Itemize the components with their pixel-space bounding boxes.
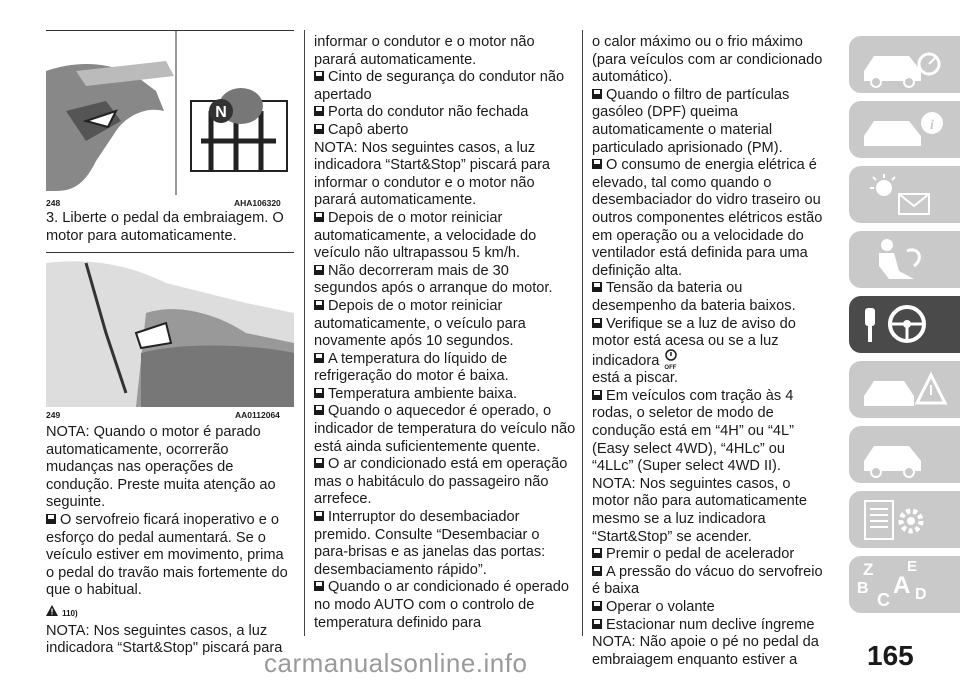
tab-dashboard[interactable] [849, 36, 960, 93]
figure-249-number: 249 [46, 410, 61, 420]
figure-248-code: AHA106320 [234, 198, 281, 208]
bullet-icon [314, 581, 324, 591]
bullet-icon [314, 353, 324, 363]
lights-message-icon [849, 166, 960, 223]
bullet-icon [592, 619, 602, 629]
bullet-icon [314, 511, 324, 521]
tab-lights-messages[interactable] [849, 166, 960, 223]
figure-249-code: AA0112064 [235, 410, 280, 420]
col3-note: NOTA: Nos seguintes casos, o motor não para automaticamente mesmo se a luz indicadora “Start&Stop” se acender. [592, 475, 807, 545]
bullet-icon [592, 548, 602, 558]
bullet-icon [314, 265, 324, 275]
bullet-item: Premir o pedal de acelerador [592, 546, 830, 564]
bullet-icon [592, 89, 602, 99]
bullet-item: O consumo de energia elétrica é elevado, tal como quando o desembaciador do vidro traseiro ou outros componentes elétricos estão em operação ou a velocidade do ventilador está definida para uma definição alta. [592, 157, 823, 279]
tab-car-info[interactable] [849, 101, 960, 158]
bullet-item: Cinto de segurança do condutor não apertado [314, 69, 565, 103]
chapter-tabs [849, 36, 960, 621]
car-warning-icon [849, 361, 960, 418]
column-1 [46, 424, 294, 658]
bullet-item: Temperatura ambiente baixa. [314, 386, 576, 404]
bullet-icon [314, 300, 324, 310]
bullet-item: Quando o aquecedor é operado, o indicador de temperatura do veículo não está ainda suficientemente quente. [314, 403, 576, 455]
car-service-icon [849, 426, 960, 483]
bullet-icon [592, 390, 602, 400]
bullet-item: O servofreio ficará inoperativo e o esforço do pedal aumentará. Se o veículo estiver em movimento, prima o pedal do travão mais fortemente do que o habitual. [46, 511, 288, 599]
warning-triangle-icon [46, 605, 58, 616]
bullet-icon [314, 458, 324, 468]
bullet-item: Capô aberto [314, 122, 576, 140]
col2-note: NOTA: Nos seguintes casos, a luz indicadora “Start&Stop” piscará para informar o condutor e o motor não parará automaticamente. [314, 139, 551, 209]
bullet-icon [592, 159, 602, 169]
bullet-item: O ar condicionado está em operação mas o habitáculo do passageiro não arrefece. [314, 456, 568, 508]
bullet-item: Porta do condutor não fechada [314, 104, 576, 122]
tab-index[interactable] [849, 556, 960, 613]
watermark: carmanualsonline.info [264, 648, 528, 678]
index-letter: E [907, 558, 918, 575]
bullet-item: Tensão da bateria ou desempenho da bateria baixos. [592, 280, 796, 314]
seat-airbag-icon [849, 231, 960, 288]
clutch-pedal-illustration [46, 253, 294, 407]
bullet-item: Depois de o motor reiniciar automaticamente, a velocidade do veículo não ultrapassou 5 km/h. [314, 209, 537, 262]
figure-248-number: 248 [46, 198, 61, 208]
col1-note-engine-stopped: NOTA: Quando o motor é parado automaticamente, ocorrerão mudanças nas operações de condução. Preste muita atenção ao seguinte. [46, 424, 276, 511]
bullet-icon [592, 282, 602, 292]
bullet-icon [46, 514, 56, 524]
bullet-icon [592, 601, 602, 611]
figure-249 [46, 252, 294, 407]
bullet-icon [314, 71, 324, 81]
bullet-item: Operar o volante [592, 599, 830, 617]
bullet-item: Em veículos com tração às 4 rodas, o seletor de modo de condução está em “4H” ou “4L” (Easy select 4WD), “4HLc” ou “4LLc” (Super select 4WD II). [592, 387, 794, 475]
bullet-item: Verifique se a luz de aviso do motor está acesa ou se a luz indicadora OFF está a piscar. [592, 315, 796, 387]
tab-emergency[interactable] [849, 361, 960, 418]
start-stop-off-indicator-icon: OFF [663, 351, 679, 367]
col3-note-clutch: NOTA: Não apoie o pé no pedal da embraiagem enquanto estiver a [592, 634, 819, 668]
car-info-icon [849, 101, 960, 158]
warning-reference: 110) [46, 604, 294, 623]
column-3 [592, 34, 830, 669]
column-2 [314, 34, 576, 632]
index-letter: B [857, 580, 869, 597]
bullet-item: Quando o filtro de partículas gasóleo (DPF) queima automaticamente o material particulado aprisionado (PM). [592, 86, 790, 156]
bullet-icon [314, 405, 324, 415]
col1-note-indicator-flash: NOTA: Nos seguintes casos, a luz indicadora “Start&Stop" piscará para [46, 622, 283, 657]
tech-data-icon [849, 491, 960, 548]
gear-neutral-label: N [215, 104, 227, 121]
tab-starting-driving[interactable] [849, 296, 960, 353]
column-divider-2 [582, 30, 583, 636]
bullet-item: Não decorreram mais de 30 segundos após o arranque do motor. [314, 262, 553, 297]
key-steering-icon [849, 296, 960, 353]
bullet-icon [592, 566, 602, 576]
tab-safety[interactable] [849, 231, 960, 288]
col1-text-release-clutch: 3. Liberte o pedal da embraiagem. O motor para automaticamente. [46, 210, 284, 244]
index-letter: D [915, 586, 927, 603]
tab-maintenance[interactable] [849, 426, 960, 483]
index-letter: Z [863, 560, 874, 579]
bullet-icon [314, 124, 324, 134]
bullet-icon [314, 106, 324, 116]
bullet-item: A temperatura do líquido de refrigeração do motor é baixa. [314, 350, 509, 385]
figure-248 [46, 30, 294, 195]
bullet-icon [314, 388, 324, 398]
column-divider-1 [304, 30, 305, 636]
index-letter: C [877, 590, 890, 610]
index-letter: A [893, 572, 911, 599]
car-dashboard-icon [849, 36, 960, 93]
bullet-item: Estacionar num declive íngreme [592, 617, 830, 635]
bullet-item: A pressão do vácuo do servofreio é baixa [592, 563, 823, 598]
bullet-icon [592, 318, 602, 328]
col3-continued-text: o calor máximo ou o frio máximo (para veículos com ar condicionado automático). [592, 34, 823, 86]
col2-continued-text: informar o condutor e o motor não parará automaticamente. [314, 34, 535, 68]
page-number: 165 [867, 640, 914, 671]
clutch-gear-illustration [46, 31, 294, 195]
tab-technical-data[interactable] [849, 491, 960, 548]
bullet-icon [314, 212, 324, 222]
bullet-item: Quando o ar condicionado é operado no modo AUTO com o controlo de temperatura definido para [314, 579, 569, 631]
bullet-item: Depois de o motor reiniciar automaticamente, o veículo para novamente após 10 segundos. [314, 297, 526, 350]
bullet-item: Interruptor do desembaciador premido. Consulte “Desembaciar o para-brisas e as janelas das portas: desembaciamento rápido”. [314, 509, 546, 578]
svg-text:i: i [930, 118, 934, 133]
